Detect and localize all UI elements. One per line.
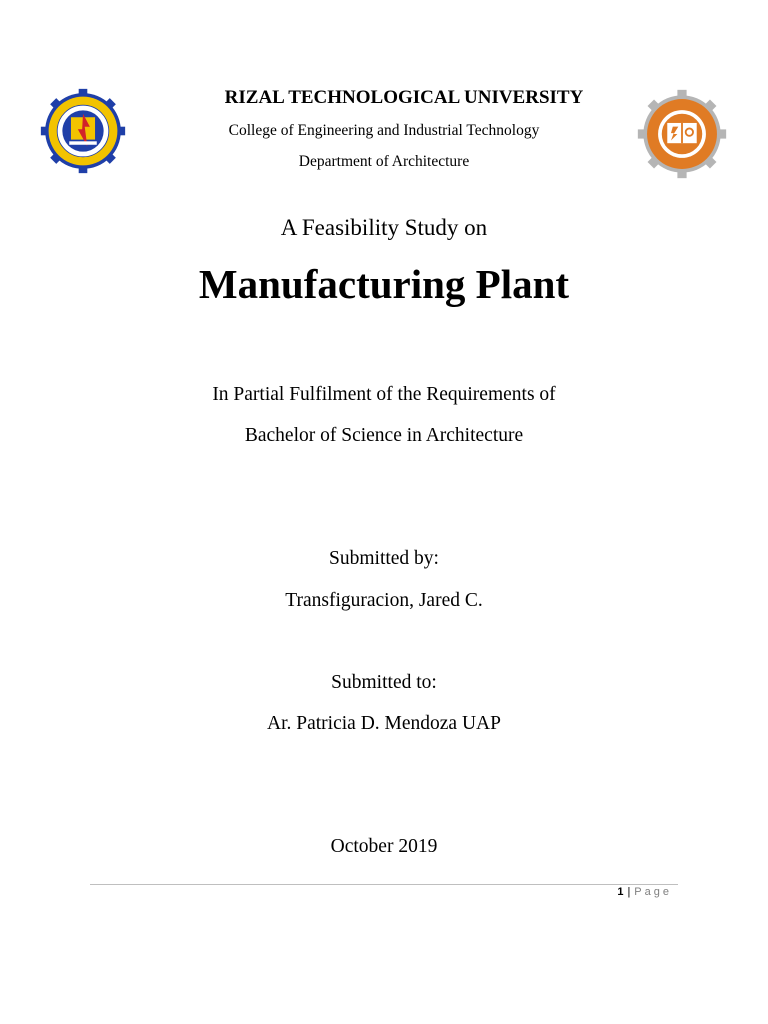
- university-name: RIZAL TECHNOLOGICAL UNIVERSITY: [224, 87, 584, 108]
- page-footer: [617, 886, 672, 898]
- submitted-to-label: Submitted to:: [331, 672, 437, 693]
- submission-date: October 2019: [330, 836, 438, 857]
- submitted-to-name: Ar. Patricia D. Mendoza UAP: [267, 713, 501, 734]
- submitted-by-label: Submitted by:: [329, 548, 439, 569]
- page-word: Page: [634, 886, 672, 898]
- study-intro: A Feasibility Study on: [280, 215, 488, 240]
- submitted-by-name: Transfiguracion, Jared C.: [285, 590, 483, 611]
- college-name: College of Engineering and Industrial Technology: [228, 122, 540, 139]
- footer-divider: [90, 884, 678, 885]
- study-title: Manufacturing Plant: [198, 261, 570, 307]
- page-number: 1: [617, 886, 624, 898]
- department-name: Department of Architecture: [298, 153, 470, 170]
- fulfilment-line-1: In Partial Fulfilment of the Requirements of: [212, 384, 556, 405]
- fulfilment-line-2: Bachelor of Science in Architecture: [244, 425, 524, 446]
- footer-separator: |: [627, 886, 631, 898]
